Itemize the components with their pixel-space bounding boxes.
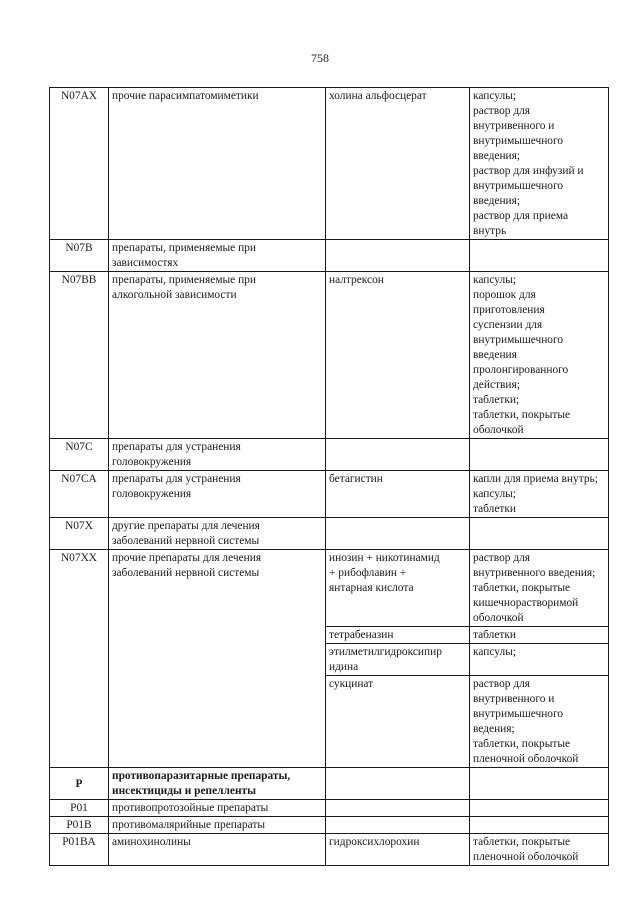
atc-code: N07BB [50, 272, 109, 439]
group-name: прочие парасимпатомиметики [109, 88, 326, 240]
group-name: противомалярийные препараты [109, 817, 326, 834]
dosage-form: капсулы; раствор для внутривенного и внутримышечного введения; раствор для инфузий и внутримышечного введения; раствор для приема внутрь [470, 88, 609, 240]
dosage-form [470, 518, 609, 550]
atc-code: N07XX [50, 550, 109, 768]
table-row [50, 88, 609, 240]
dosage-form [470, 240, 609, 272]
group-name: противопаразитарные препараты, инсектициды и репелленты [109, 768, 326, 800]
dosage-form [470, 439, 609, 471]
table-row [50, 471, 609, 518]
group-name: другие препараты для лечения заболеваний нервной системы [109, 518, 326, 550]
dosage-form: капсулы; [470, 644, 609, 676]
drug-name [326, 240, 470, 272]
dosage-form [470, 817, 609, 834]
drug-name [326, 768, 470, 800]
group-name: противопротозойные препараты [109, 800, 326, 817]
table-row [50, 240, 609, 272]
atc-code: P01 [50, 800, 109, 817]
dosage-form: таблетки [470, 627, 609, 644]
dosage-form: раствор для внутривенного и внутримышечного ведения; таблетки, покрытые пленочной оболочкой [470, 676, 609, 768]
dosage-form [470, 768, 609, 800]
atc-code: P01BA [50, 834, 109, 866]
atc-code: P [50, 768, 109, 800]
group-name: аминохинолины [109, 834, 326, 866]
drug-name: сукцинат [326, 676, 470, 768]
group-name: препараты, применяемые при зависимостях [109, 240, 326, 272]
atc-code: N07C [50, 439, 109, 471]
dosage-form: капсулы; порошок для приготовления суспензии для внутримышечного введения пролонгированного действия; таблетки; таблетки, покрытые оболочкой [470, 272, 609, 439]
table-row [50, 518, 609, 550]
drug-name [326, 800, 470, 817]
atc-code: N07B [50, 240, 109, 272]
table-row [50, 768, 609, 800]
atc-code: N07AX [50, 88, 109, 240]
drug-name: инозин + никотинамид + рибофлавин + янтарная кислота [326, 550, 470, 627]
drug-name [326, 817, 470, 834]
drug-name: тетрабеназин [326, 627, 470, 644]
drug-name [326, 518, 470, 550]
atc-code: N07X [50, 518, 109, 550]
table-row [50, 550, 609, 627]
drug-name [326, 439, 470, 471]
table-row [50, 834, 609, 866]
table-row [50, 272, 609, 439]
drug-name: гидроксихлорохин [326, 834, 470, 866]
table-row [50, 817, 609, 834]
group-name: препараты для устранения головокружения [109, 471, 326, 518]
table-row [50, 439, 609, 471]
table-row [50, 800, 609, 817]
group-name: препараты, применяемые при алкогольной зависимости [109, 272, 326, 439]
dosage-form: таблетки, покрытые пленочной оболочкой [470, 834, 609, 866]
atc-code: P01B [50, 817, 109, 834]
atc-code: N07CA [50, 471, 109, 518]
group-name: прочие препараты для лечения заболеваний нервной системы [109, 550, 326, 768]
drug-name: бетагистин [326, 471, 470, 518]
drug-name: холина альфосцерат [326, 88, 470, 240]
dosage-form [470, 800, 609, 817]
page-number: 758 [311, 51, 329, 65]
group-name: препараты для устранения головокружения [109, 439, 326, 471]
drug-table [49, 87, 609, 866]
dosage-form: раствор для внутривенного введения; таблетки, покрытые кишечнорастворимой оболочкой [470, 550, 609, 627]
dosage-form: капли для приема внутрь; капсулы; таблетки [470, 471, 609, 518]
drug-name: этилметилгидроксипир идина [326, 644, 470, 676]
drug-name: налтрексон [326, 272, 470, 439]
